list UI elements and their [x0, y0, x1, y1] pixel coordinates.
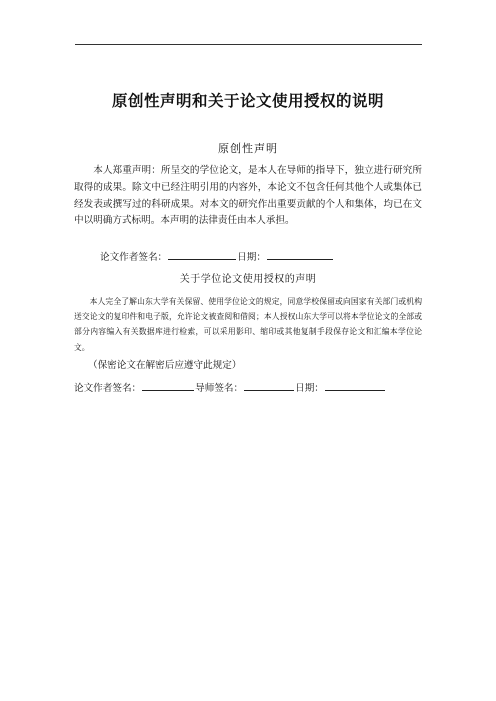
author-signature-blank[interactable]	[142, 380, 194, 391]
originality-statement: 本人郑重声明：所呈交的学位论文，是本人在导师的指导下，独立进行研究所取得的成果。除文中已经注明引用的内容外，本论文不包含任何其他个人或集体已经发表或撰写过的科研成果。对本文的研究作出重要贡献的个人和集体，均已在文中以明确方式标明。本声明的法律责任由本人承担。	[74, 165, 422, 227]
date-label: 日期：	[295, 383, 324, 394]
authorization-heading: 关于学位论文使用授权的声明	[179, 274, 317, 285]
originality-signature-row	[100, 249, 334, 263]
confidential-note: （保密论文在解密后应遵守此规定）	[88, 360, 242, 371]
author-signature-blank[interactable]	[168, 249, 236, 260]
page-title: 原创性声明和关于论文使用授权的说明	[111, 92, 384, 110]
authorization-signature-row	[74, 380, 386, 394]
originality-heading: 原创性声明	[218, 142, 278, 155]
advisor-signature-blank[interactable]	[244, 380, 294, 391]
authorization-statement: 本人完全了解山东大学有关保留、使用学位论文的规定，同意学校保留或向国家有关部门或机构送交论文的复印件和电子版，允许论文被查阅和借阅；本人授权山东大学可以将本学位论文的全部或部分内容编入有关数据库进行检索，可以采用影印、缩印或其他复制手段保存论文和汇编本学位论文。	[74, 297, 422, 352]
advisor-signature-label: 导师签名：	[195, 383, 244, 394]
header-rule	[75, 44, 422, 45]
date-label: 日期：	[237, 252, 266, 263]
author-signature-label: 论文作者签名：	[74, 383, 142, 394]
author-signature-label: 论文作者签名：	[100, 252, 168, 263]
date-blank[interactable]	[325, 380, 385, 391]
date-blank[interactable]	[267, 249, 333, 260]
